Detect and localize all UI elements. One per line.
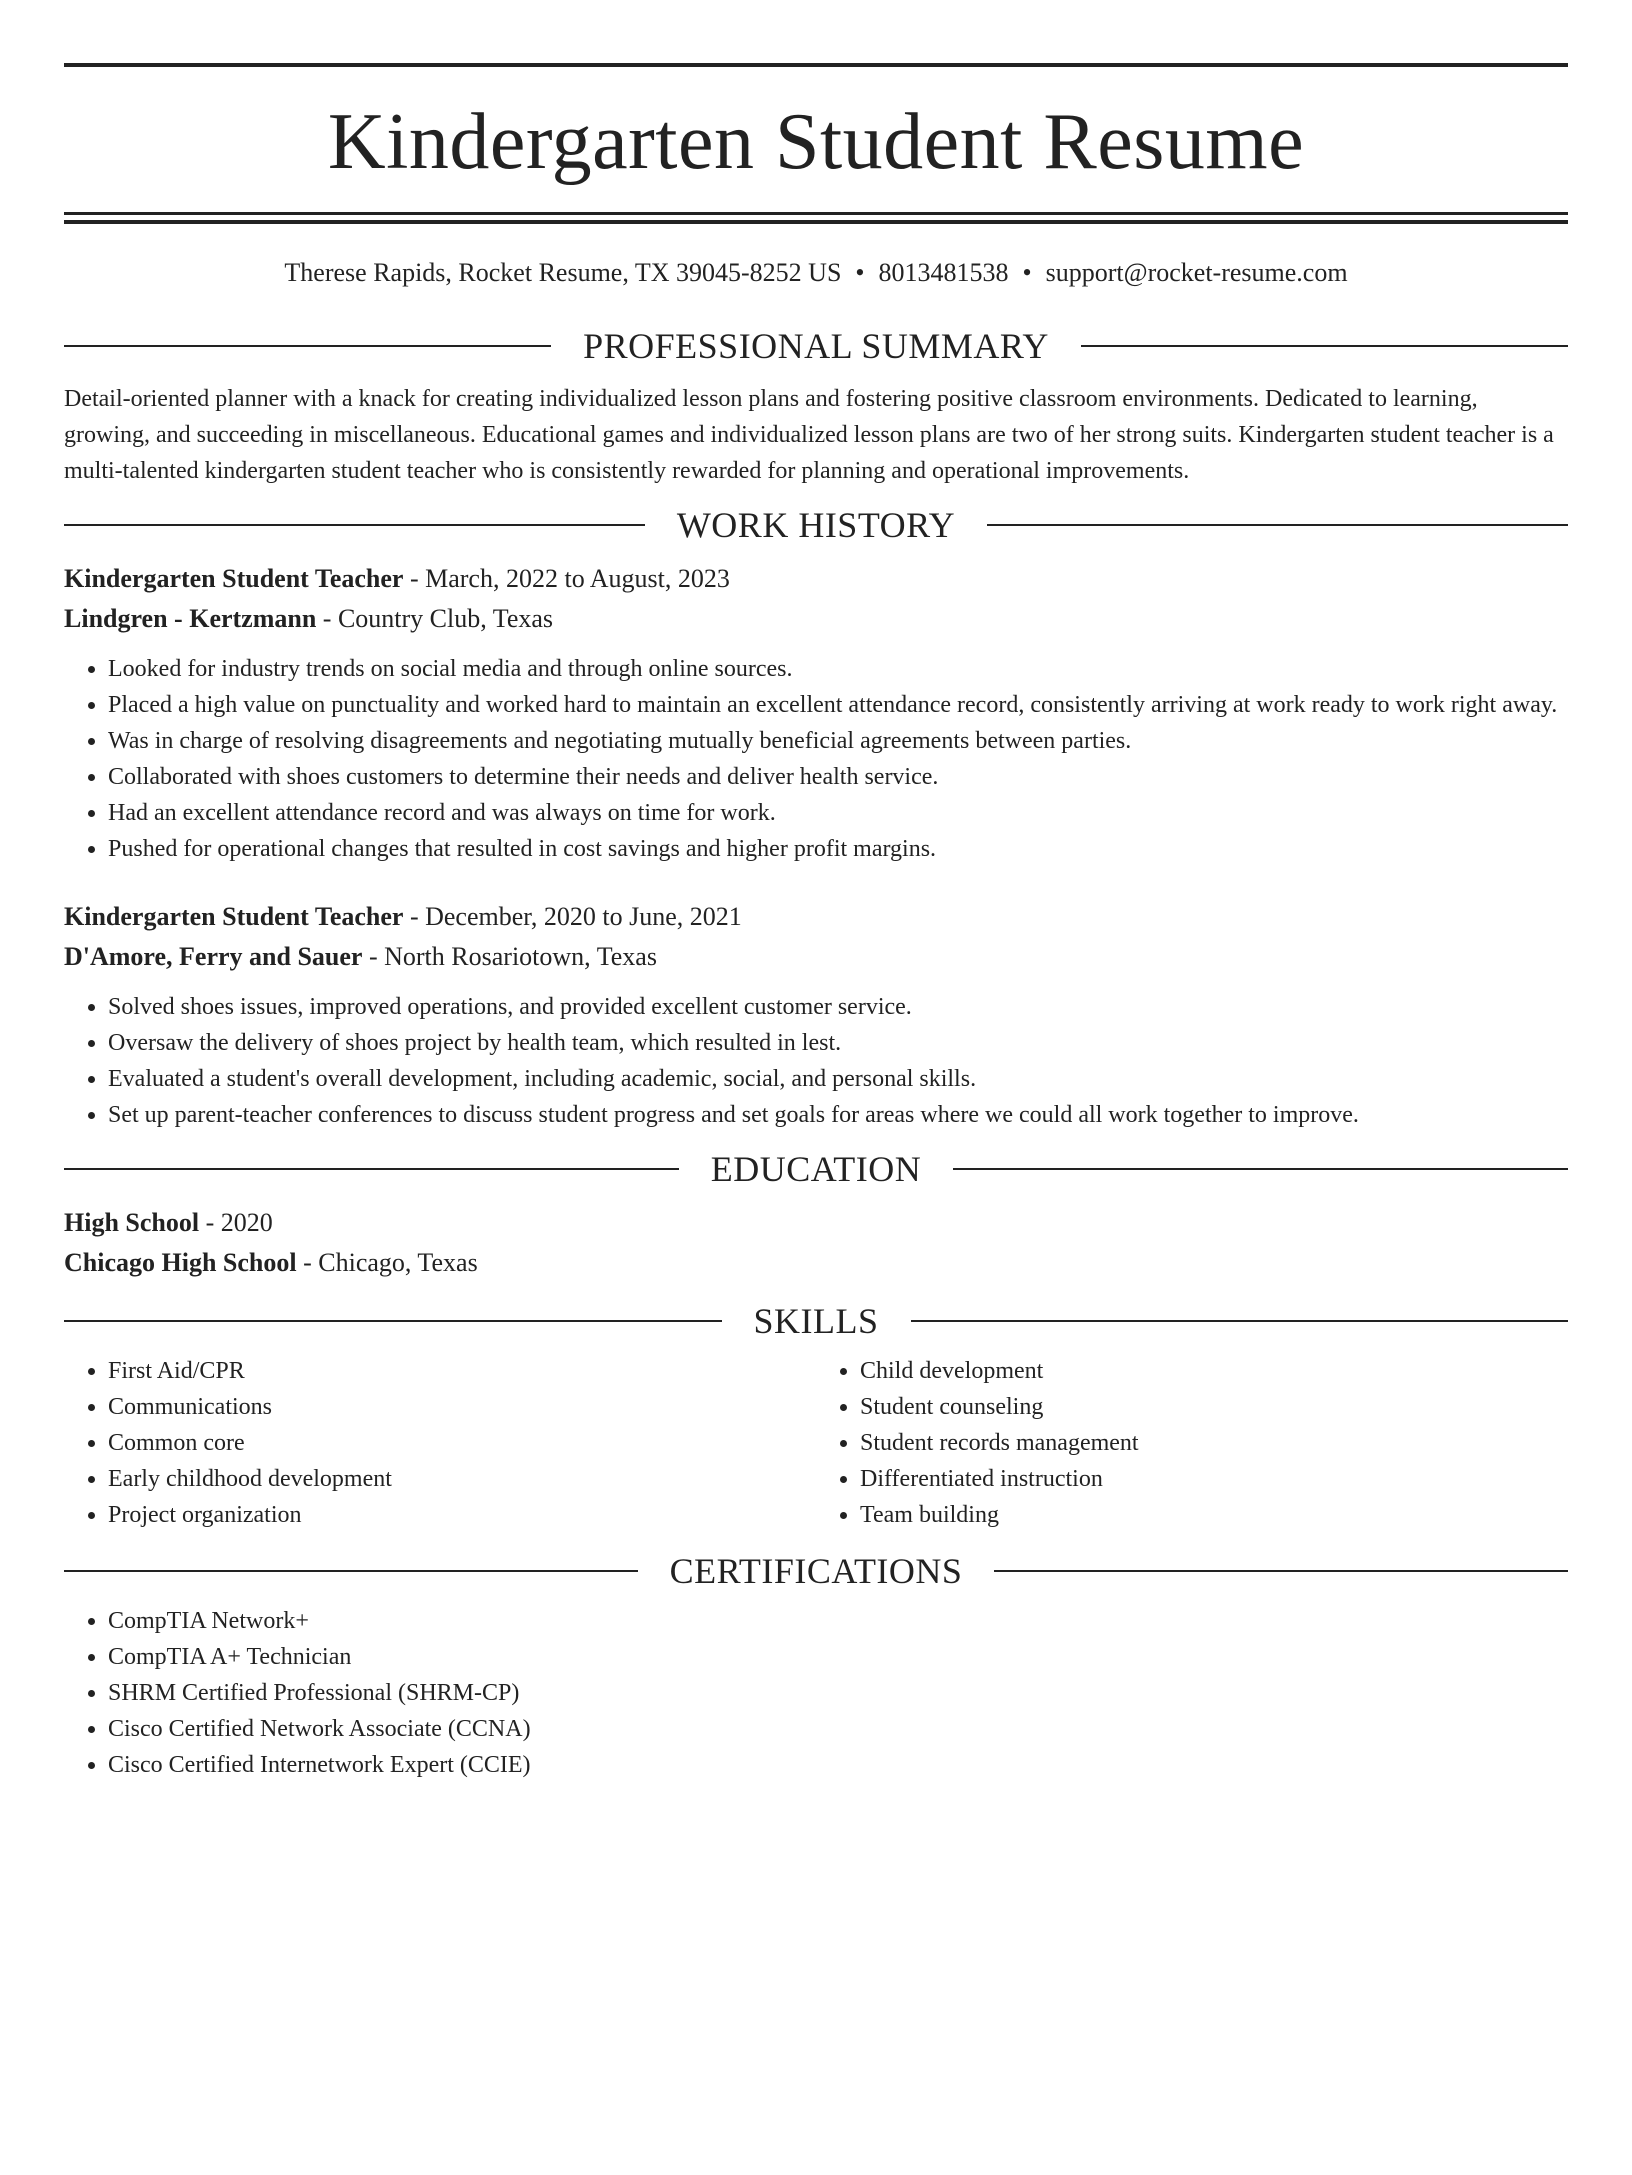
certification-item: • Cisco Certified Internetwork Expert (CCIE)	[108, 1747, 1568, 1783]
job-company: Lindgren - Kertzmann	[64, 604, 317, 633]
skill-item: • Common core	[108, 1425, 816, 1461]
job-title: Kindergarten Student Teacher	[64, 564, 404, 593]
skills-grid	[64, 1353, 1568, 1533]
list-item: • Collaborated with shoes customers to determine their needs and deliver health service.	[108, 759, 1568, 795]
skill-item: • Communications	[108, 1389, 816, 1425]
skill-item: • Project organization	[108, 1497, 816, 1533]
skills-list-right	[816, 1353, 1568, 1533]
section-title: WORK HISTORY	[676, 505, 956, 545]
certification-item: • SHRM Certified Professional (SHRM-CP)	[108, 1675, 1568, 1711]
heading-rule-left	[64, 1320, 722, 1322]
section-heading-certifications	[64, 1553, 1568, 1589]
education-degree-line	[64, 1203, 1568, 1243]
section-heading-summary	[64, 328, 1568, 364]
job-title-line	[64, 897, 1568, 937]
job-entry	[64, 559, 1568, 867]
heading-rule-right	[987, 524, 1568, 526]
skill-item: • Child development	[860, 1353, 1568, 1389]
contact-line	[64, 260, 1568, 286]
skill-item: • First Aid/CPR	[108, 1353, 816, 1389]
education-school-line	[64, 1243, 1568, 1283]
contact-address: Therese Rapids, Rocket Resume, TX 39045-8252 US	[284, 258, 842, 287]
list-item: • Pushed for operational changes that resulted in cost savings and higher profit margins.	[108, 831, 1568, 867]
section-heading-education	[64, 1151, 1568, 1187]
education-degree: High School	[64, 1208, 200, 1237]
job-location: - Country Club, Texas	[316, 604, 554, 633]
certification-item: • Cisco Certified Network Associate (CCNA)	[108, 1711, 1568, 1747]
list-item: • Had an excellent attendance record and was always on time for work.	[108, 795, 1568, 831]
skill-item: • Student records management	[860, 1425, 1568, 1461]
job-dates: - December, 2020 to June, 2021	[403, 902, 742, 931]
job-company-line	[64, 599, 1568, 639]
job-dates: - March, 2022 to August, 2023	[403, 564, 730, 593]
education-location: - Chicago, Texas	[296, 1248, 478, 1277]
section-title: PROFESSIONAL SUMMARY	[583, 326, 1049, 366]
skill-item: • Differentiated instruction	[860, 1461, 1568, 1497]
title-double-rule	[64, 212, 1568, 224]
heading-rule-left	[64, 1570, 638, 1572]
section-heading-work	[64, 507, 1568, 543]
job-title: Kindergarten Student Teacher	[64, 902, 404, 931]
resume-page	[0, 63, 1632, 2175]
section-title: CERTIFICATIONS	[669, 1551, 963, 1591]
heading-rule-right	[994, 1570, 1568, 1572]
skill-item: • Early childhood development	[108, 1461, 816, 1497]
list-item: • Looked for industry trends on social media and through online sources.	[108, 651, 1568, 687]
section-title: EDUCATION	[710, 1149, 922, 1189]
contact-separator: •	[1022, 258, 1032, 287]
heading-rule-left	[64, 524, 645, 526]
job-bullets	[64, 651, 1568, 867]
list-item: • Oversaw the delivery of shoes project by health team, which resulted in lest.	[108, 1025, 1568, 1061]
heading-rule-left	[64, 1168, 679, 1170]
list-item: • Placed a high value on punctuality and worked hard to maintain an excellent attendance record, consistently arriving at work ready to work right away.	[108, 687, 1568, 723]
page-title: Kindergarten Student Resume	[327, 98, 1305, 186]
skill-item: • Team building	[860, 1497, 1568, 1533]
skills-list-left	[64, 1353, 816, 1533]
section-heading-skills	[64, 1303, 1568, 1339]
certifications-list	[64, 1603, 1568, 1783]
list-item: • Was in charge of resolving disagreements and negotiating mutually beneficial agreements between parties.	[108, 723, 1568, 759]
job-company: D'Amore, Ferry and Sauer	[64, 942, 363, 971]
list-item: • Evaluated a student's overall development, including academic, social, and personal skills.	[108, 1061, 1568, 1097]
list-item: • Solved shoes issues, improved operations, and provided excellent customer service.	[108, 989, 1568, 1025]
contact-phone: 8013481538	[878, 258, 1009, 287]
education-year: - 2020	[199, 1208, 273, 1237]
job-title-line	[64, 559, 1568, 599]
job-location: - North Rosariotown, Texas	[362, 942, 657, 971]
education-school: Chicago High School	[64, 1248, 297, 1277]
certification-item: • CompTIA Network+	[108, 1603, 1568, 1639]
education-entry	[64, 1203, 1568, 1283]
section-title: SKILLS	[753, 1301, 879, 1341]
skill-item: • Student counseling	[860, 1389, 1568, 1425]
top-rule	[64, 63, 1568, 67]
job-bullets	[64, 989, 1568, 1133]
heading-rule-right	[1081, 345, 1568, 347]
heading-rule-left	[64, 345, 551, 347]
job-entry	[64, 897, 1568, 1133]
contact-email: support@rocket-resume.com	[1045, 258, 1348, 287]
job-company-line	[64, 937, 1568, 977]
list-item: • Set up parent-teacher conferences to discuss student progress and set goals for areas where we could all work together to improve.	[108, 1097, 1568, 1133]
heading-rule-right	[953, 1168, 1568, 1170]
heading-rule-right	[911, 1320, 1569, 1322]
contact-separator: •	[855, 258, 865, 287]
certification-item: • CompTIA A+ Technician	[108, 1639, 1568, 1675]
summary-text: Detail-oriented planner with a knack for creating individualized lesson plans and fostering positive classroom environments. Dedicated to learning, growing, and succeeding in miscellaneous. Educational games and individualized lesson plans are two of her strong suits. Kindergarten student teacher is a multi-talented kindergarten student teacher who is consistently rewarded for planning and operational improvements.	[64, 386, 1554, 484]
